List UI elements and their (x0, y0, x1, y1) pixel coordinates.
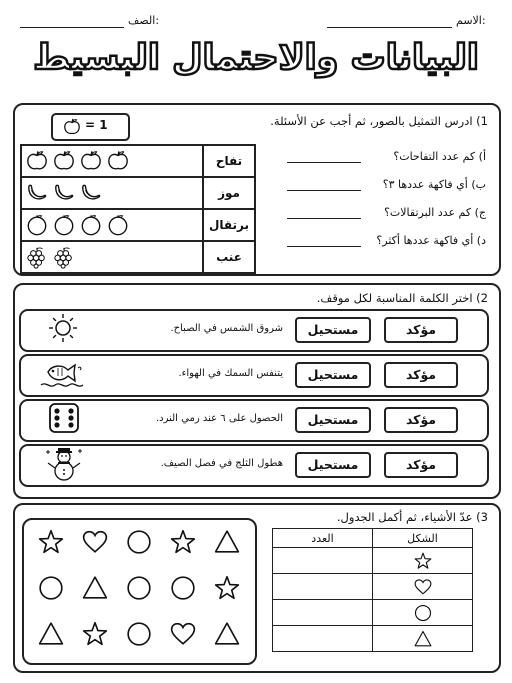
certain-button[interactable]: مؤكد (384, 452, 458, 478)
count-table-row (273, 574, 473, 600)
answer-line[interactable] (287, 218, 361, 219)
apple-icon (63, 118, 81, 136)
banana-icon (26, 181, 48, 205)
pictograph-icons (21, 145, 203, 177)
section3-title (337, 510, 488, 524)
name-label: الاسم: (456, 14, 486, 27)
circle-icon (170, 575, 196, 601)
triangle-icon (414, 630, 432, 648)
fish-icon (38, 356, 88, 392)
snowman-icon (38, 446, 88, 482)
orange-icon (26, 213, 48, 237)
shape-cell (373, 548, 473, 574)
sun-icon (38, 311, 88, 347)
star-icon (414, 552, 432, 570)
heart-icon (82, 529, 108, 555)
count-table-row (273, 626, 473, 652)
fruit-label: برتقال (203, 209, 255, 241)
banana-icon (80, 181, 102, 205)
question-text: د) أي فاكهة عددها أكثر؟ (376, 234, 486, 247)
triangle-icon (38, 621, 64, 647)
section3-number: 3) (476, 510, 488, 524)
question-text: أ) كم عدد التفاحات؟ (393, 150, 486, 163)
section1-title (270, 114, 488, 128)
section1-instruction: ادرس التمثيل بالصور، ثم أجب عن الأسئلة. (270, 114, 473, 128)
section3-instruction: عدّ الأشياء، ثم أكمل الجدول. (336, 510, 473, 524)
fruit-label: عنب (203, 241, 255, 273)
count-table-row (273, 548, 473, 574)
certain-button[interactable]: مؤكد (384, 407, 458, 433)
certain-button[interactable]: مؤكد (384, 317, 458, 343)
section2-number: 2) (476, 291, 488, 305)
star-icon (38, 529, 64, 555)
pictograph-row (21, 145, 255, 177)
certain-button[interactable]: مؤكد (384, 362, 458, 388)
star-icon (214, 575, 240, 601)
triangle-icon (82, 575, 108, 601)
circle-icon (126, 575, 152, 601)
circle-icon (414, 604, 432, 622)
situation-text: هطول الثلج في فصل الصيف. (160, 458, 283, 469)
fruit-label: تفاح (203, 145, 255, 177)
pictograph-row (21, 209, 255, 241)
orange-icon (80, 213, 102, 237)
pictograph-icons (21, 177, 203, 209)
fruit-label: موز (203, 177, 255, 209)
apple-icon (107, 149, 129, 173)
orange-icon (53, 213, 75, 237)
answer-line[interactable] (287, 246, 361, 247)
pictograph-row (21, 177, 255, 209)
apple-icon (80, 149, 102, 173)
count-table-row (273, 600, 473, 626)
impossible-button[interactable]: مستحيل (295, 317, 371, 343)
key-value: = 1 (85, 118, 108, 132)
page-title: البيانات والاحتمال البسيط (33, 38, 479, 78)
circle-icon (126, 621, 152, 647)
section1-number: 1) (476, 114, 488, 128)
header-count: العدد (273, 529, 373, 548)
section2-title (317, 291, 488, 305)
grape-icon (26, 245, 48, 269)
pictograph-icons (21, 241, 203, 273)
star-icon (170, 529, 196, 555)
shape-cell (373, 626, 473, 652)
pictograph-table (20, 144, 256, 274)
name-field[interactable] (327, 27, 452, 28)
section2-instruction: اختر الكلمة المناسبة لكل موقف. (316, 291, 473, 305)
situation-text: يتنفس السمك في الهواء. (178, 368, 283, 379)
dice-icon (38, 401, 88, 437)
count-table-header (273, 529, 473, 548)
question-text: ج) كم عدد البرتقالات؟ (384, 206, 486, 219)
impossible-button[interactable]: مستحيل (295, 362, 371, 388)
answer-line[interactable] (287, 162, 361, 163)
situation-text: الحصول على ٦ عند رمي النرد. (155, 413, 283, 424)
triangle-icon (214, 529, 240, 555)
count-answer-cell[interactable] (273, 574, 373, 600)
count-answer-cell[interactable] (273, 600, 373, 626)
impossible-button[interactable]: مستحيل (295, 452, 371, 478)
count-answer-cell[interactable] (273, 626, 373, 652)
count-table (272, 528, 473, 652)
impossible-button[interactable]: مستحيل (295, 407, 371, 433)
shape-cell (373, 574, 473, 600)
circle-icon (126, 529, 152, 555)
class-label: الصف: (128, 14, 160, 27)
shape-grid-box (22, 518, 257, 665)
heart-icon (170, 621, 196, 647)
header-shape: الشكل (373, 529, 473, 548)
key-box (51, 113, 130, 141)
class-field[interactable] (20, 27, 124, 28)
shape-cell (373, 600, 473, 626)
answer-line[interactable] (287, 190, 361, 191)
question-text: ب) أي فاكهة عددها ٣؟ (382, 178, 486, 191)
orange-icon (107, 213, 129, 237)
situation-text: شروق الشمس في الصباح. (170, 323, 283, 334)
apple-icon (26, 149, 48, 173)
heart-icon (414, 578, 432, 596)
star-icon (82, 621, 108, 647)
pictograph-icons (21, 209, 203, 241)
pictograph-row (21, 241, 255, 273)
grape-icon (53, 245, 75, 269)
count-answer-cell[interactable] (273, 548, 373, 574)
banana-icon (53, 181, 75, 205)
apple-icon (53, 149, 75, 173)
circle-icon (38, 575, 64, 601)
triangle-icon (214, 621, 240, 647)
